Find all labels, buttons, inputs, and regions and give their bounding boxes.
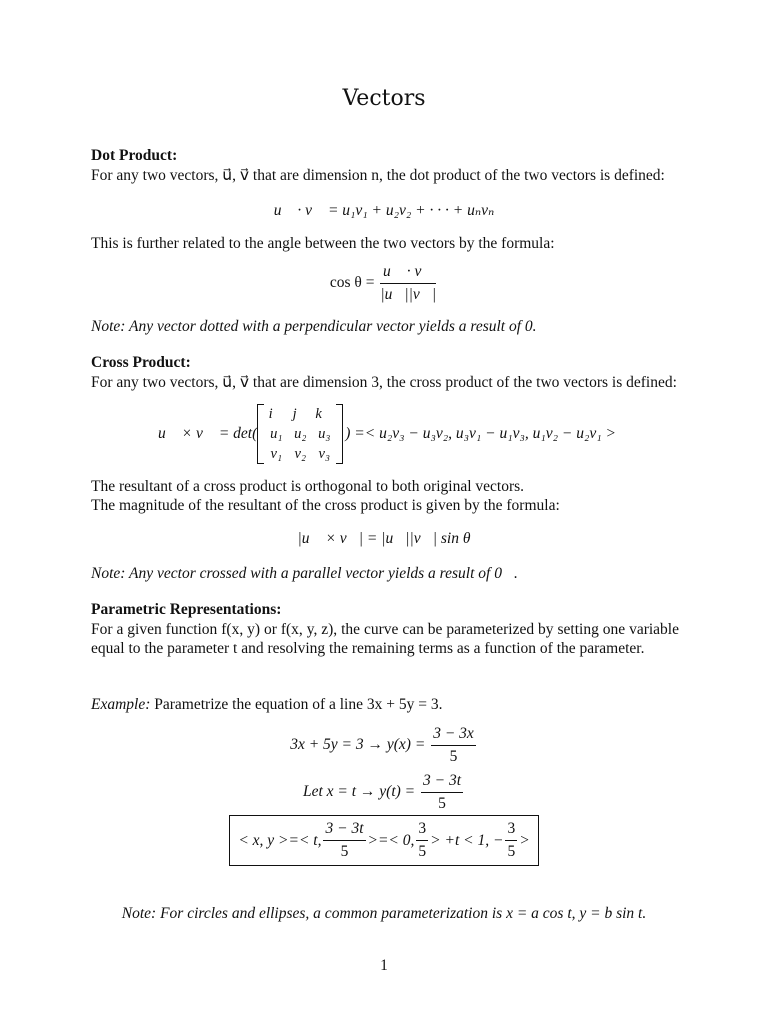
dot-product-note: Note: Any vector dotted with a perpendicular vector yields a result of 0. [91,318,537,335]
eq2-denominator: 5 [438,795,446,812]
parametric-heading: Parametric Representations: [91,601,282,618]
matrix-cell: u₂ [294,426,307,442]
boxed-result [229,815,538,866]
cosine-fraction [380,263,436,304]
boxed-result-row [0,815,768,866]
box-fraction-2-den: 5 [418,843,427,860]
eq1-fraction [431,725,476,766]
example-text: Parametrize the equation of a line 3x + 5y = 3. [154,696,443,713]
matrix-right-bracket [336,404,343,464]
angle-relation-text: This is further related to the angle between the two vectors by the formula: [91,235,555,252]
parametric-note: Note: For circles and ellipses, a common parameterization is x = a cos t, y = b sin t. [121,905,647,922]
page-title: Vectors [342,86,426,111]
eq2-fraction [421,772,463,813]
example-line [91,695,442,714]
cosine-numerator: u⃗ · v⃗ [380,263,436,284]
box-part-b: >=< 0, [367,831,415,849]
box-part-a: < x, y >=< t, [238,831,322,849]
cosine-formula [0,263,768,304]
cross-product-intro: For any two vectors, u⃗, v⃗ that are dimension 3, the cross product of the two vectors is defined: [91,374,677,391]
box-fraction-1 [323,820,365,861]
eq1-denominator: 5 [449,748,458,765]
matrix-left-bracket [257,404,264,464]
matrix-cell: v₃ [318,446,330,462]
matrix-grid [264,405,336,463]
eq1-lhs: 3x + 5y = 3 → y(x) = [290,736,426,754]
matrix-cell: j⃗ [292,406,308,422]
matrix-cell: v₁ [270,446,282,462]
matrix-cell: u₃ [318,426,331,442]
cross-product-heading: Cross Product: [91,354,191,371]
box-fraction-3-num: 3 [505,820,517,841]
box-fraction-1-num: 3 − 3t [323,820,365,841]
determinant-matrix [257,404,343,464]
magnitude-formula: |u⃗ × v⃗| = |u⃗||v⃗| sin θ [297,530,471,547]
page-number: 1 [380,957,388,974]
box-part-d: > [519,831,530,849]
box-fraction-1-den: 5 [340,843,349,860]
matrix-cell: k⃗ [315,406,334,422]
cosine-denominator: |u⃗||v⃗| [380,286,437,303]
equation-y-of-t [0,772,768,813]
cross-product-formula [158,404,616,464]
cosine-lhs: cos θ = [329,274,375,292]
matrix-cell: u₁ [270,426,283,442]
parametric-intro: For a given function f(x, y) or f(x, y, z), the curve can be parameterized by setting one variable equal to the parameter t and resolving the remaining terms as a function of the parameter. [91,621,679,657]
matrix-cell: v₂ [294,446,306,462]
cross-lhs: u⃗ × v⃗ = det( [158,425,258,442]
cross-rhs: ) =< u₂v₃ − u₃v₂, u₃v₁ − u₁v₃, u₁v₂ − u₂v₁ > [345,425,617,442]
box-fraction-2-num: 3 [416,820,428,841]
box-fraction-2 [416,820,428,861]
dot-product-intro: For any two vectors, u⃗, v⃗ that are dimension n, the dot product of the two vectors is defined: [91,167,665,184]
matrix-cell: i⃗ [268,406,284,422]
box-fraction-3-den: 5 [507,843,516,860]
dot-product-formula: u⃗ · v⃗ = u₁v₁ + u₂v₂ + · · · + uₙvₙ [273,202,495,219]
orthogonal-text: The resultant of a cross product is orthogonal to both original vectors. [91,478,525,495]
eq2-lhs: Let x = t → y(t) = [302,783,416,801]
eq2-numerator: 3 − 3t [421,772,463,793]
cross-product-note: Note: Any vector crossed with a parallel vector yields a result of 0⃗. [91,565,518,582]
box-part-c: > +t < 1, − [430,831,504,849]
box-fraction-3 [505,820,517,861]
eq1-numerator: 3 − 3x [431,725,476,746]
magnitude-text: The magnitude of the resultant of the cross product is given by the formula: [91,497,560,514]
dot-product-heading: Dot Product: [91,147,178,164]
equation-y-of-x [0,725,768,766]
example-label: Example: [91,696,151,713]
